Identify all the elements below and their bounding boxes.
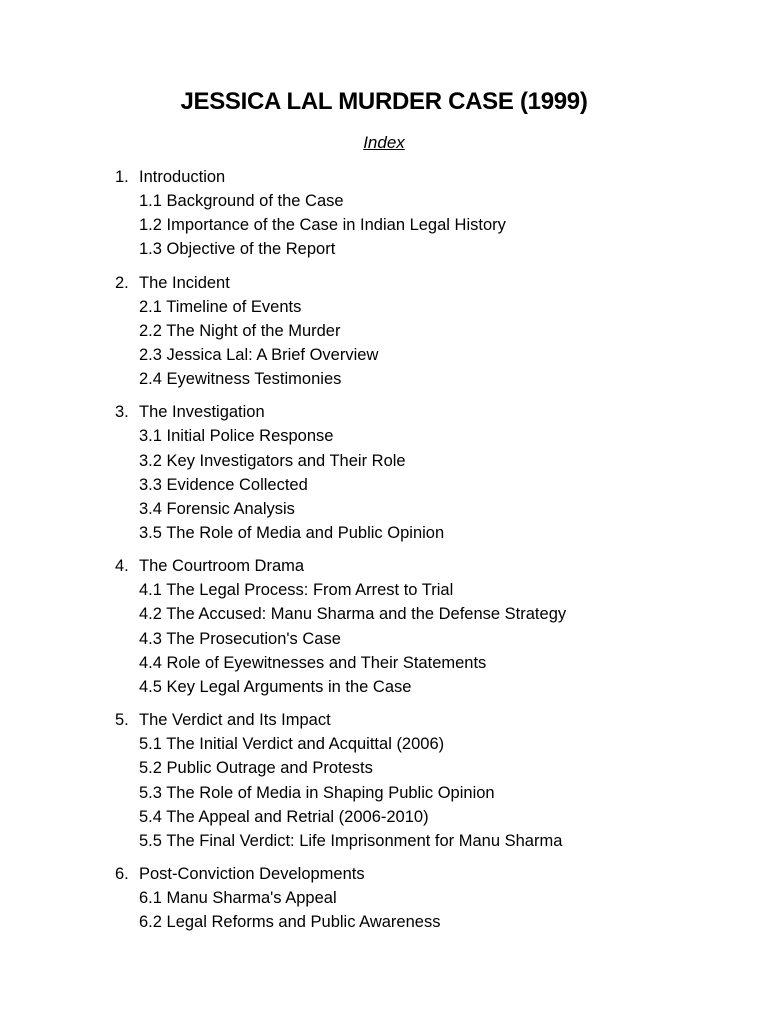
subsection-item: 3.5 The Role of Media and Public Opinion [139, 524, 445, 543]
subsection-item: 4.4 Role of Eyewitnesses and Their Statements [139, 653, 487, 672]
subsection-item: 4.3 The Prosecution's Case [139, 629, 341, 648]
document-title: JESSICA LAL MURDER CASE (1999) [180, 88, 588, 115]
subsection-item: 2.2 The Night of the Murder [139, 321, 341, 340]
index-section [115, 165, 715, 262]
subsection-item: 3.4 Forensic Analysis [139, 499, 295, 518]
section-number: 1. [115, 168, 129, 186]
section-heading [115, 708, 715, 732]
subsection-item: 4.5 Key Legal Arguments in the Case [139, 678, 412, 696]
subsection-item: 5.2 Public Outrage and Protests [139, 759, 373, 778]
subsection-item: 2.4 Eyewitness Testimonies [139, 370, 342, 389]
section-number: 4. [115, 557, 129, 576]
section-title: Introduction [139, 168, 226, 186]
section-heading [115, 271, 715, 295]
subsection-item: 1.1 Background of the Case [139, 192, 344, 210]
subsection-item: 5.3 The Role of Media in Shaping Public Opinion [139, 783, 495, 802]
index-section [115, 708, 715, 853]
section-number: 3. [115, 403, 129, 422]
section-heading [115, 400, 715, 424]
index-section [115, 862, 715, 934]
section-heading [115, 862, 715, 886]
subsection-item: 5.5 The Final Verdict: Life Imprisonment for Manu Sharma [139, 831, 563, 850]
index-section [115, 554, 715, 699]
subsection-item: 3.3 Evidence Collected [139, 475, 308, 494]
subsection-item: 6.2 Legal Reforms and Public Awareness [139, 913, 441, 932]
section-number: 5. [115, 711, 129, 730]
index-heading: Index [363, 133, 405, 152]
subsection-item: 3.1 Initial Police Response [139, 427, 334, 446]
section-title: Post-Conviction Developments [139, 865, 365, 884]
section-number: 6. [115, 865, 129, 884]
subsection-item: 4.2 The Accused: Manu Sharma and the Defense Strategy [139, 605, 567, 624]
section-title: The Investigation [139, 403, 265, 422]
section-number: 2. [115, 273, 129, 292]
subsection-item: 6.1 Manu Sharma's Appeal [139, 889, 337, 908]
index-section [115, 400, 715, 545]
index-list [115, 165, 715, 944]
subsection-item: 2.1 Timeline of Events [139, 297, 302, 316]
subsection-item: 5.4 The Appeal and Retrial (2006-2010) [139, 807, 429, 826]
section-title: The Verdict and Its Impact [139, 711, 331, 730]
index-section [115, 271, 715, 392]
section-title: The Incident [139, 273, 230, 292]
section-title: The Courtroom Drama [139, 557, 305, 576]
subsection-item: 2.3 Jessica Lal: A Brief Overview [139, 345, 379, 364]
section-heading [115, 165, 715, 189]
subsection-item: 3.2 Key Investigators and Their Role [139, 451, 406, 470]
subsection-item: 4.1 The Legal Process: From Arrest to Trial [139, 581, 454, 600]
subsection-item: 1.2 Importance of the Case in Indian Legal History [139, 216, 506, 235]
subsection-item: 1.3 Objective of the Report [139, 240, 336, 259]
subsection-item: 5.1 The Initial Verdict and Acquittal (2006) [139, 735, 445, 754]
section-heading [115, 554, 715, 578]
